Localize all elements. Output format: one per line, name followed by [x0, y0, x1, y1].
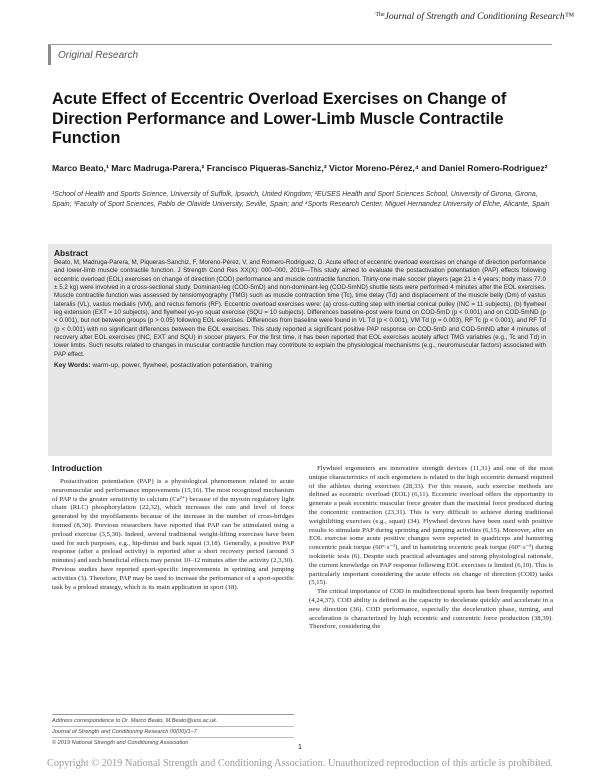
abstract-heading: Abstract — [54, 248, 88, 258]
correspondence-note: Address correspondence to Dr. Marco Beato, M.Beato@uos.ac.uk. — [52, 717, 294, 727]
paragraph: The critical importance of COD in multidirectional sports has been frequently reported (4,24,37). COD ability is defined as the capacity to decelerate quickly and accelerate in a new direction (36). COD performance, especially the deceleration phase, turning, and acceleration is characterized by high eccentric and concentric force production (38,39). Therefore, considering the — [309, 588, 553, 631]
author-list: Marco Beato,¹ Marc Madruga-Parera,² Francisco Piqueras-Sanchiz,³ Victor Moreno-Pérez,⁴ and Daniel Romero-Rodriguez² — [52, 163, 548, 173]
keywords — [54, 362, 546, 369]
article-title: Acute Effect of Eccentric Overload Exercises on Change of Direction Performance and Lower-Limb Muscle Contractile Function — [52, 90, 507, 147]
paragraph: Flywheel ergometers are innovative strength devices (11,31) and one of the most unique characteristics of such ergometers is related to the high eccentric demand required of the athletes during exercises (28,33). For this reason, such exercise methods are defined as eccentric overload (EOL) (6,11). Eccentric overload offers the opportunity to generate a peak eccentric muscular force greater than the maximal force produced during the concentric contraction (23,31). This is very difficult to achieve during traditional weightlifting exercises (e.g., squat) (34). Flywheel devices have been used with positive results to stimulate PAP during sprinting and jumping activities (6,15). Moreover, after an EOL exercise some acute positive changes were reported in quadriceps and hamstring concentric peak torque (60°·s⁻¹), and in hamstring eccentric peak torque (60°·s⁻¹) during isokinetic tests (6). Despite such practical advantages and strong physiological rationale, the current knowledge on PAP response following EOL exercises is limited (6,10). This is particularly important considering the acute effects on change of direction (COD) tasks (5,15). — [309, 465, 553, 587]
intro-heading: Introduction — [52, 463, 103, 473]
left-column — [52, 463, 294, 592]
copyright-watermark: Copyright © 2019 National Strength and Conditioning Association. Unauthorized reproduction of this article is prohibited. — [46, 758, 553, 769]
journal-logo-mark: ™ — [564, 12, 574, 22]
copyright-note: © 2019 National Strength and Conditioning Association — [52, 740, 189, 746]
affiliations: ¹School of Health and Sports Science, University of Suffolk, Ipswich, United Kingdom; ²EUSES Health and Sport Sciences School, University of Girona, Girona, Spain; ³Faculty of Sport Sciences, Pablo de Olavide University, Seville, Spain; and ⁴Sports Research Center, Miguel Hernandez University of Elche, Alicante, Spain — [52, 191, 550, 208]
keywords-label: Key Words: — [54, 362, 91, 370]
journal-logo-prefix: The — [375, 12, 385, 18]
abstract-box — [48, 244, 552, 456]
paragraph: Postactivation potentiation (PAP) is a physiological phenomenon related to acute neuromuscular and performance improvements (15,16). The most recognized mechanism of PAP is the greater sensitivity to calcium (Ca²⁺) because of the myosin regulatory light chain (RLC) phosphorylation (22,32), which increases the rate and level of force generated by the myofilaments because of the increase in the number of cross-bridges formed (8,30). Previous researchers have reported that PAP can be stimulated using a preload exercise (3,5,30). Indeed, several traditional weight-lifting exercises have been used for such purposes, e.g., hip-thrust and back squat (3,18). Generally, a positive PAP response (after a preload activity) is reported after a short recovery period (around 3 minutes) and such beneficial effects may persist 10–12 minutes after the activity (2,3,30). Previous studies have reported sport-specific improvements in sprinting and jumping activities (3). Therefore, PAP may be used to increase the performance of a sport-specific task by a preload strategy, which is its main application in sport (18). — [52, 478, 294, 591]
citation-note: Journal of Strength and Conditioning Research 00(00)/1–7 — [52, 728, 294, 738]
journal-logo-text: Journal of Strength and Conditioning Research — [384, 12, 565, 22]
right-column — [309, 463, 553, 632]
intro-right-text — [309, 463, 553, 632]
page-number: 1 — [297, 742, 303, 751]
section-label: Original Research — [58, 50, 139, 61]
intro-left-text — [52, 478, 294, 592]
section-bar — [48, 44, 552, 66]
journal-logo — [375, 12, 574, 22]
abstract-body: Beato, M, Madruga-Parera, M, Piqueras-Sanchiz, F, Moreno-Pérez, V, and Romero-Rodriguez, D. Acute effect of eccentric overload exercises on change of direction performance and lower-limb muscle contractile function. J Strength Cond Res XX(X): 000–000, 2019—This study aimed to evaluate the postactivation potentiation (PAP) effects following eccentric overload (EOL) exercises on change of direction (COD) performance and muscle contractile function. Thirty-one male soccer players (age 21 ± 4 years; body mass 77.0 ± 5.2 kg) were involved in a cross-sectional study. Dominant-leg (COD-5mD) and non-dominant-leg (COD-5mND) shuttle tests were performed 4 minutes after the EOL exercises. Muscle contractile function was assessed by tensiomyography (TMG) such as muscle contraction time (Tc), time delay (Td) and displacement of the muscle belly (Dm) of vastus lateralis (VL), vastus medialis (VM), and rectus femoris (RF). Eccentric overload exercises were: (a) cross-cutting step with inertial conical pulley (INC = 11 subjects), (b) flywheel leg extension (EXT = 10 subjects), and flywheel yo-yo squat exercise (SQU = 10 subjects). Differences baseline-post were found on COD-5mD (p < 0.001) and on COD-5mND (p < 0.001), but not between groups (p > 0.05) following EOL exercises. Differences from baseline were found in VL Td (p < 0.001), VM Td (p = 0.003), RF Tc (p < 0.001), and RF Td (p < 0.001) with no significant differences between the EOL exercises. This study reported a significant positive PAP response on COD-5mD and COD-5mND after 4 minutes of recovery after EOL exercises (INC, EXT and SQU) in soccer players. For the first time, it has been reported that EOL exercises acutely affect TMG variables (e.g., Tc and Td) in lower limbs. Such results related to changes in muscular contractile function may contribute to explain the physiological mechanisms (e.g., neuromuscular factors) associated with PAP effect. — [54, 259, 546, 358]
keywords-list: warm-up, power, flywheel, postactivation potentiation, training — [92, 362, 272, 370]
